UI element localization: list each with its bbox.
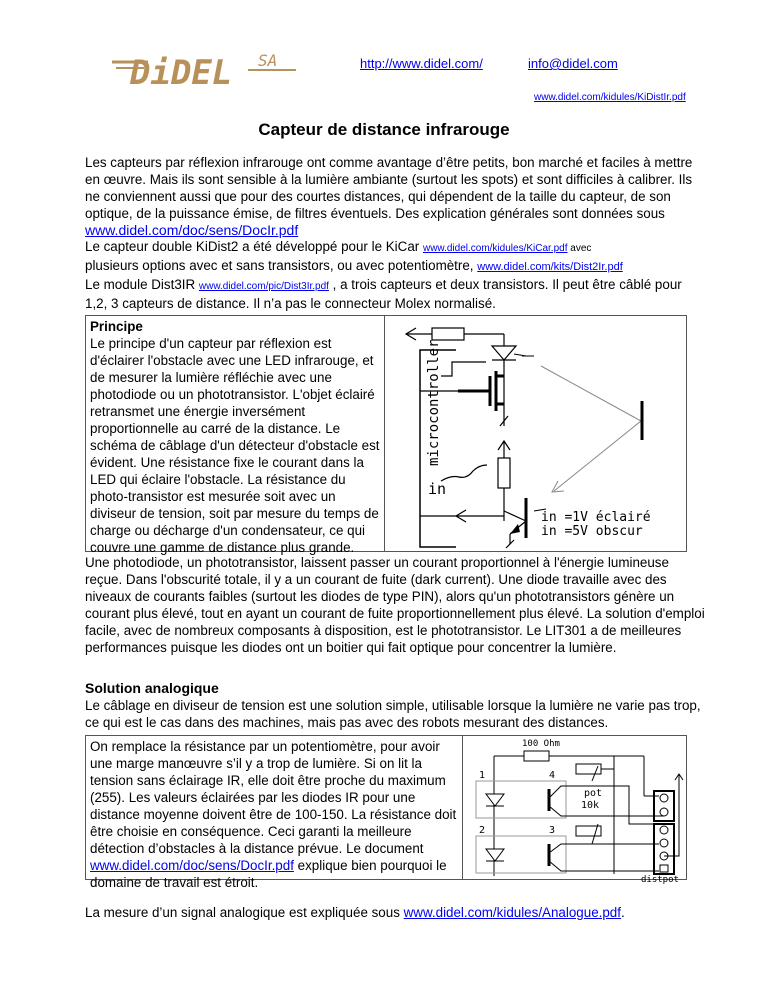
dist2ir-link[interactable]: www.didel.com/kits/Dist2Ir.pdf bbox=[477, 261, 623, 273]
docir-link-2[interactable]: www.didel.com/doc/sens/DocIr.pdf bbox=[90, 858, 294, 873]
intro-text: Les capteurs par réflexion infrarouge ont comme avantage d’être petits, bon marché et faciles à mettre en œuvre. Mais ils sont sensible à la lumière ambiante (surtout les spots) et sont difficiles à calibrer. Ils ne conviennent aussi que pour des courtes distances, qui dépendent de la taille du capteur, de son optique, de la puissance émise, de filtres éventuels. Des explication générales sont données sous bbox=[85, 155, 693, 221]
principe-schematic bbox=[386, 316, 686, 551]
didel-logo bbox=[108, 46, 298, 93]
resistor-label: 100 Ohm bbox=[522, 739, 560, 749]
kidist-after-1: avec bbox=[567, 243, 592, 254]
pin3-label: 3 bbox=[549, 825, 556, 836]
analog-heading: Solution analogique bbox=[85, 680, 219, 696]
analog-text-cell bbox=[86, 736, 463, 890]
pin4-label: 4 bbox=[549, 770, 556, 781]
kidist-text-3: Le module Dist3IR bbox=[85, 277, 199, 292]
page-title: Capteur de distance infrarouge bbox=[258, 120, 510, 139]
in-label: in bbox=[428, 480, 447, 498]
mcu-label: microcontroller bbox=[426, 339, 442, 466]
pin2-label: 2 bbox=[479, 825, 486, 836]
footer-paragraph bbox=[85, 904, 705, 921]
note-lit: in =1V éclairé bbox=[541, 510, 651, 525]
analog-box-text: On remplace la résistance par un potentiomètre, pour avoir une marge manœuvre s’il y a trop de lumière. Si on lit la tension sans éclairage IR, elle doit être proche du maximum (255). Les valeurs éclairées par les diodes IR pour une distance moyenne doivent être de 100-150. La résistance doit être choisie en conséquence. Ceci garanti la meilleure détection d’obstacles à la distance prévue. Le document bbox=[90, 739, 457, 856]
principe-text: Le principe d'un capteur par réflexion est d'éclairer l'obstacle avec une LED infrarouge, et de mesurer la lumière réfléchie avec une photodiode ou un phototransistor. L'objet éclairé retransmet une énergie inversément proportionnelle au carré de la distance. Le schéma de câblage d'un détecteur d'obstacle est évident. Une résistance fixe le courant dans la LED qui éclaire l'obstacle. La résistance du photo-transistor est mesurée soit avec un diviseur de tension, soit par mesure du temps de charge ou décharge d'un condensateur, ce qui couvre une gamme de distance plus grande. bbox=[90, 336, 380, 555]
pin1-label: 1 bbox=[479, 770, 486, 781]
site-link[interactable]: http://www.didel.com/ bbox=[360, 56, 483, 71]
footer-after: . bbox=[620, 905, 625, 920]
analog-section bbox=[85, 680, 705, 731]
note-dark: in =5V obscur bbox=[541, 524, 643, 539]
pot-label: pot bbox=[584, 788, 603, 799]
kidist-paragraph bbox=[85, 238, 705, 312]
photodiode-paragraph: Une photodiode, un phototransistor, laissent passer un courant proportionnel à l'énergie lumineuse reçue. Dans l'obscurité totale, il y a un courant de fuite (dark current). Une diode travaille avec des niveaux de courants faibles (surtout les diodes de type PIN), alors qu'un phototransistors génère un courant plus élevé, tout en ayant un courant de fuite proportionnellement plus élevé. La solution d'emploi facile, avec de nombreux composants à disposition, est le phototransistor. Le LIT301 a de meilleures performances puisque les diodes ont un boitier qui fait optique pour concentrer la lumière. bbox=[85, 555, 705, 655]
doc-link[interactable]: www.didel.com/kidules/KiDistIr.pdf bbox=[534, 92, 686, 103]
analogue-link[interactable]: www.didel.com/kidules/Analogue.pdf bbox=[403, 905, 621, 920]
pot-value: 10k bbox=[581, 800, 600, 811]
principe-text-cell bbox=[86, 316, 385, 555]
dist3ir-link[interactable]: www.didel.com/pic/Dist3Ir.pdf bbox=[198, 281, 329, 292]
intro-paragraph bbox=[85, 154, 705, 239]
footer-text: La mesure d’un signal analogique est expliquée sous bbox=[85, 905, 404, 920]
analog-text: Le câblage en diviseur de tension est une solution simple, utilisable lorsque la lumière ne varie pas trop, ce qui est le cas dans des machines, mais pas avec des robots mesurant des distances. bbox=[85, 698, 701, 730]
principe-heading: Principe bbox=[90, 319, 143, 334]
docir-link[interactable]: www.didel.com/doc/sens/DocIr.pdf bbox=[85, 222, 299, 238]
analog-box-after: explique bien pourquoi le domaine de travail est étroit. bbox=[90, 858, 447, 890]
logo-suffix: SA bbox=[258, 51, 278, 70]
connector-label: distpot bbox=[641, 875, 679, 885]
kidist-text-1: Le capteur double KiDist2 a été développé pour le KiCar bbox=[85, 239, 423, 254]
kidist-text-2: plusieurs options avec et sans transistors, ou avec potentiomètre, bbox=[85, 258, 478, 273]
analog-box bbox=[85, 735, 687, 890]
kicar-link[interactable]: www.didel.com/kidules/KiCar.pdf bbox=[422, 243, 568, 254]
email-link[interactable]: info@didel.com bbox=[528, 56, 618, 71]
analog-schematic bbox=[464, 736, 686, 885]
principe-box bbox=[85, 315, 687, 555]
kidist-after-3: , a trois capteurs et deux transistors. Il peut être câblé pour 1,2, 3 capteurs de distance. Il n’a pas le connecteur Molex normalisé. bbox=[85, 277, 682, 311]
logo-text: DiDEL bbox=[130, 53, 233, 93]
